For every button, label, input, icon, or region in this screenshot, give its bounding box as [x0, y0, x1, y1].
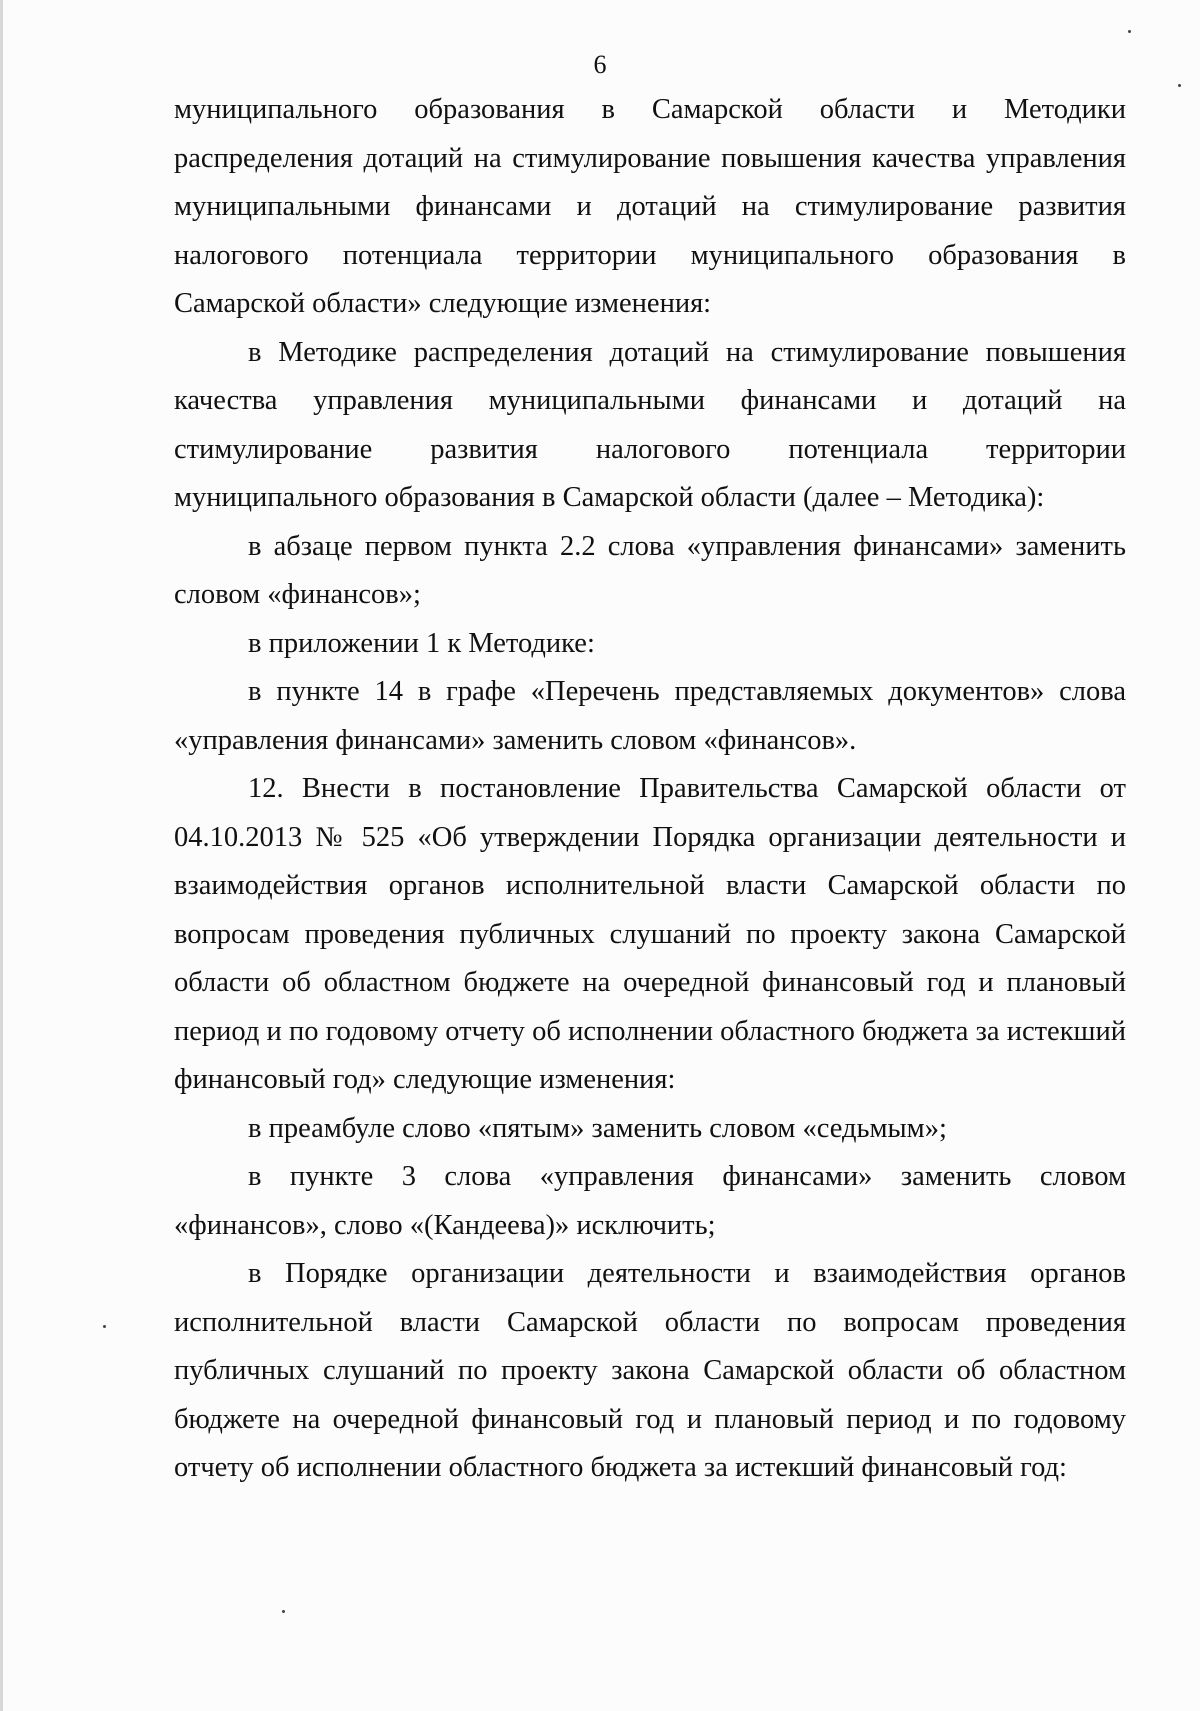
scan-speck	[1128, 30, 1131, 33]
page-number: 6	[593, 50, 607, 79]
document-body	[174, 86, 1126, 1493]
paragraph-clause-2-2: в абзаце первом пункта 2.2 слова «управления финансами» заменить словом «финансов»;	[174, 530, 1126, 610]
paragraph-procedure: в Порядке организации деятельности и взаимодействия органов исполнительной власти Самарской области по вопросам проведения публичных слушаний по проекту закона Самарской области об областном бюджете на очередной финансовый год и плановый период и по годовому отчету об исполнении областного бюджета за истекший финансовый год:	[174, 1258, 1126, 1483]
scan-speck	[1178, 84, 1181, 87]
paragraph-item-14: в пункте 14 в графе «Перечень представляемых документов» слова «управления финансами» заменить словом «финансов».	[174, 676, 1126, 756]
paragraph-item-3: в пункте 3 слова «управления финансами» заменить словом «финансов», слово «(Кандеева)» исключить;	[174, 1161, 1126, 1241]
scan-speck	[282, 1610, 285, 1613]
scan-speck	[103, 1325, 106, 1328]
scan-edge	[0, 0, 3, 1711]
paragraph-preamble: в преамбуле слово «пятым» заменить словом «седьмым»;	[248, 1112, 947, 1144]
paragraph-section-12: 12. Внести в постановление Правительства Самарской области от 04.10.2013 № 525 «Об утверждении Порядка организации деятельности и взаимодействия органов исполнительной власти Самарской области по вопросам проведения публичных слушаний по проекту закона Самарской области об областном бюджете на очередной финансовый год и плановый период и по годовому отчету об исполнении областного бюджета за истекший финансовый год» следующие изменения:	[174, 773, 1126, 1095]
paragraph-continuation: муниципального образования в Самарской области и Методики распределения дотаций на стимулирование повышения качества управления муниципальными финансами и дотаций на стимулирование развития налогового потенциала территории муниципального образования в Самарской области» следующие изменения:	[174, 94, 1126, 319]
paragraph-methodology: в Методике распределения дотаций на стимулирование повышения качества управления муниципальными финансами и дотаций на стимулирование развития налогового потенциала территории муниципального образования в Самарской области (далее – Методика):	[174, 336, 1126, 513]
paragraph-appendix-1: в приложении 1 к Методике:	[248, 627, 595, 659]
